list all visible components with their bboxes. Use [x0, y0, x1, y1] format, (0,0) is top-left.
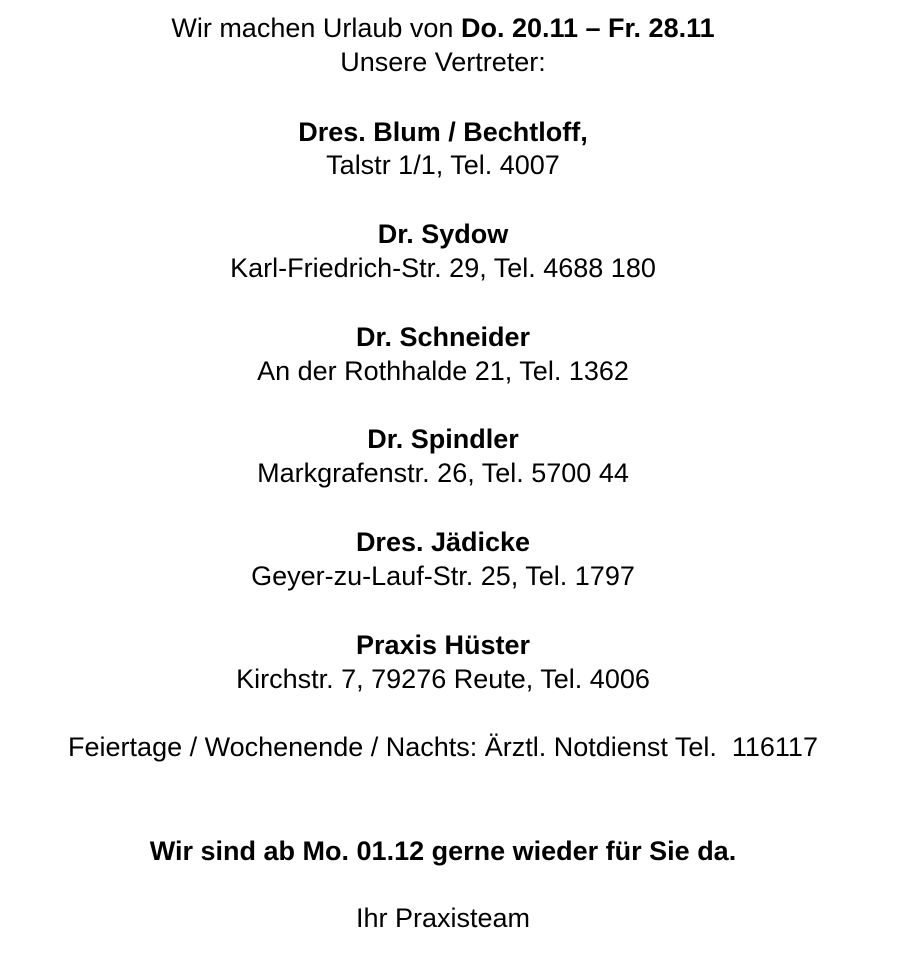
representative-address: Markgrafenstr. 26, Tel. 5700 44: [257, 458, 629, 488]
representatives-heading: Unsere Vertreter:: [340, 47, 546, 77]
representative-name: Dr. Sydow: [377, 219, 509, 249]
representative-address: Kirchstr. 7, 79276 Reute, Tel. 4006: [236, 664, 650, 694]
representative-name: Dr. Spindler: [367, 424, 519, 454]
representative-address: An der Rothhalde 21, Tel. 1362: [257, 356, 629, 386]
representative-address: Talstr 1/1, Tel. 4007: [326, 150, 560, 180]
emergency-service-line: Feiertage / Wochenende / Nachts: Ärztl. Notdienst Tel. 116117: [68, 732, 818, 762]
representative-name: Dres. Jädicke: [355, 527, 531, 557]
signature: Ihr Praxisteam: [355, 903, 531, 933]
representative-name: Dr. Schneider: [355, 322, 531, 352]
representative-name: Praxis Hüster: [355, 630, 531, 660]
vacation-intro: [0, 12, 886, 44]
representative-address: Karl-Friedrich-Str. 29, Tel. 4688 180: [230, 253, 656, 283]
intro-text: Wir machen Urlaub von: [171, 13, 461, 43]
vacation-date-range: Do. 20.11 – Fr. 28.11: [460, 13, 715, 43]
representative-name: Dres. Blum / Bechtloff,: [298, 117, 588, 147]
representative-address: Geyer-zu-Lauf-Str. 25, Tel. 1797: [251, 561, 635, 591]
return-notice: Wir sind ab Mo. 01.12 gerne wieder für Sie da.: [149, 836, 737, 866]
